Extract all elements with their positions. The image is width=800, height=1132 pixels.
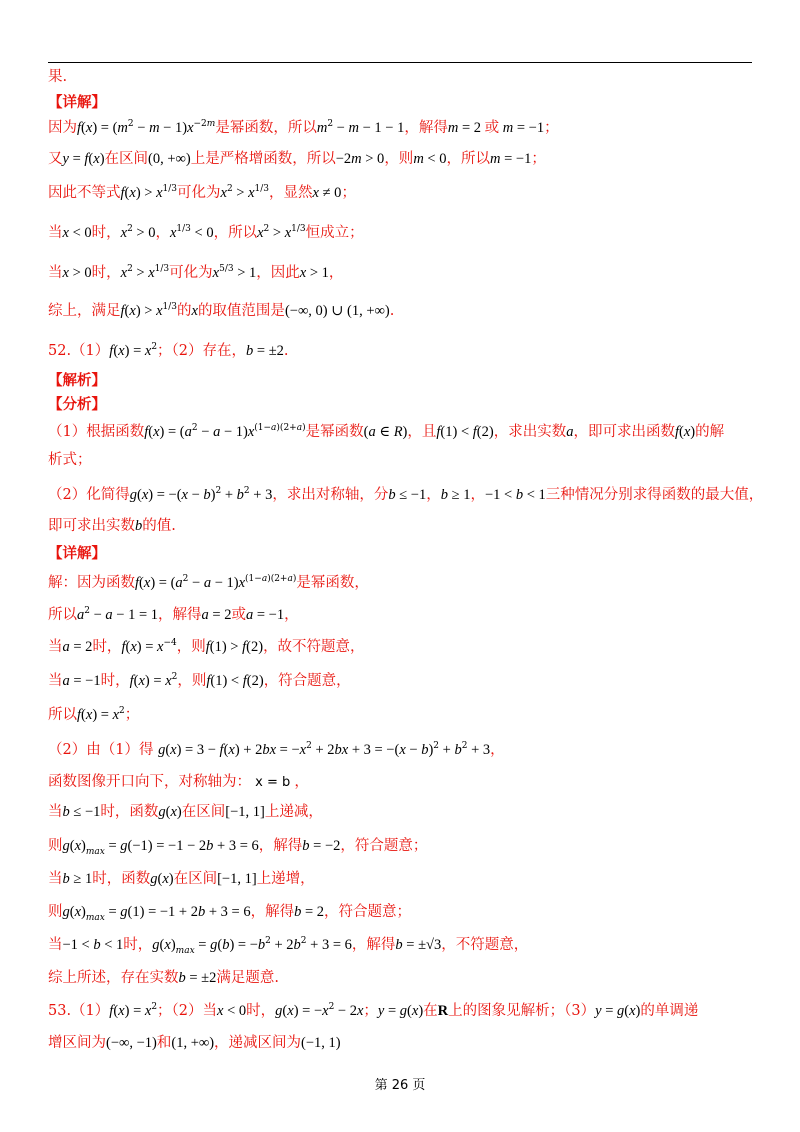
- text-line-8: $52.(1)f(x) = x^2$；（2）存在，b = ±2.: [48, 342, 289, 359]
- text-line-23: 当b ≤ −1时，函数g(x)在区间[−1, 1]上递减，: [48, 804, 323, 820]
- text-line-28: 综上所述，存在实数b = ±2满足题意.: [48, 970, 279, 986]
- text-line-21: （2）由（1）得 $g(x) = 3 - f(x) + 2bx = -x^2 + 2bx + 3 = -(x - b)^2 + b^2 + 3$，: [48, 741, 505, 758]
- text-line-16: 解：因为函数$f(x) = (a^2 - a - 1)x^{(1-a)(2+a)}$是幂函数，: [48, 574, 369, 591]
- text-line-10: 【分析】: [48, 396, 106, 413]
- text-line-25: 当b ≥ 1时，函数g(x)在区间[−1, 1]上递增，: [48, 871, 315, 887]
- text-line-9: 【解析】: [48, 372, 106, 389]
- text-line-30: 增区间为(−∞, −1)和(1, +∞)，递减区间为(−1, 1): [48, 1035, 341, 1051]
- text-line-15: 【详解】: [48, 545, 106, 562]
- text-line-22: 函数图像开口向下，对称轴为： x = b ，: [48, 774, 309, 790]
- header-rule: [48, 62, 752, 63]
- text-line-20: 所以$f(x) = x^2$；: [48, 706, 140, 723]
- text-line-27: 当−1 < b < 1时，$g(x)_{max} = g(b) = -b^2 + 2b^2 + 3 = 6$，解得b = ±√3，不符题意，: [48, 936, 529, 956]
- text-line-7: 综上，满足$f(x) > x^{1/3}$的x的取值范围是(−∞, 0) ∪ (1, +∞).: [48, 302, 395, 319]
- text-line-17: 所以$a^2 - a - 1 = 1$，解得a = 2或a = −1，: [48, 606, 299, 623]
- text-line-14: 即可求出实数b的值.: [48, 518, 176, 534]
- text-line-19: 当a = −1时，$f(x) = x^2$，则f(1) < f(2)，符合题意，: [48, 672, 351, 689]
- page-footer: 第 26 页: [374, 1078, 426, 1093]
- text-line-2: 因为$f(x) = (m^2 - m - 1)x^{-2m}$是幂函数，所以$m^2 - m - 1 - 1$，解得m = 2 或 m = −1；: [48, 119, 559, 136]
- text-line-1: 【详解】: [48, 94, 106, 111]
- text-line-12: 析式；: [48, 452, 92, 468]
- text-line-4: 因此不等式$f(x) > x^{1/3}$可化为$x^2 > x^{1/3}$，显然x ≠ 0；: [48, 184, 356, 201]
- text-line-24: 则$g(x)_{max} = g(-1) = -1 - 2b + 3 = 6$，解得b = −2，符合题意；: [48, 838, 428, 857]
- text-line-5: 当x < 0时，$x^2 > 0$，$x^{1/3} < 0$，所以$x^2 > x^{1/3}$恒成立；: [48, 224, 364, 241]
- text-line-13: （2）化简得$g(x) = -(x - b)^2 + b^2 + 3$，求出对称轴，分b ≤ −1，b ≥ 1，−1 < b < 1三种情况分别求得函数的最大值，: [48, 486, 764, 503]
- text-line-6: 当x > 0时，$x^2 > x^{1/3}$可化为$x^{5/3} > 1$，因此x > 1，: [48, 264, 344, 281]
- text-line-18: 当a = 2时，$f(x) = x^{-4}$，则f(1) > f(2)，故不符题意，: [48, 638, 365, 655]
- text-line-0: 果.: [48, 69, 68, 85]
- text-line-26: 则$g(x)_{max} = g(1) = -1 + 2b + 3 = 6$，解得b = 2，符合题意；: [48, 904, 412, 923]
- text-line-3: 又y = f(x)在区间(0, +∞)上是严格增函数，所以−2m > 0，则m < 0，所以m = −1；: [48, 151, 546, 167]
- text-line-11: （1）根据函数$f(x) = (a^2 - a - 1)x^{(1-a)(2+a)}$是幂函数(a ∈ R)，且f(1) < f(2)，求出实数a，即可求出函数f(x)的解: [48, 423, 725, 440]
- text-line-29: $53.(1)f(x) = x^2$；（2）当x < 0时，$g(x) = -x^2 - 2x$；y = g(x)在R上的图象见解析；（3）y = g(x)的单调递: [48, 1002, 699, 1019]
